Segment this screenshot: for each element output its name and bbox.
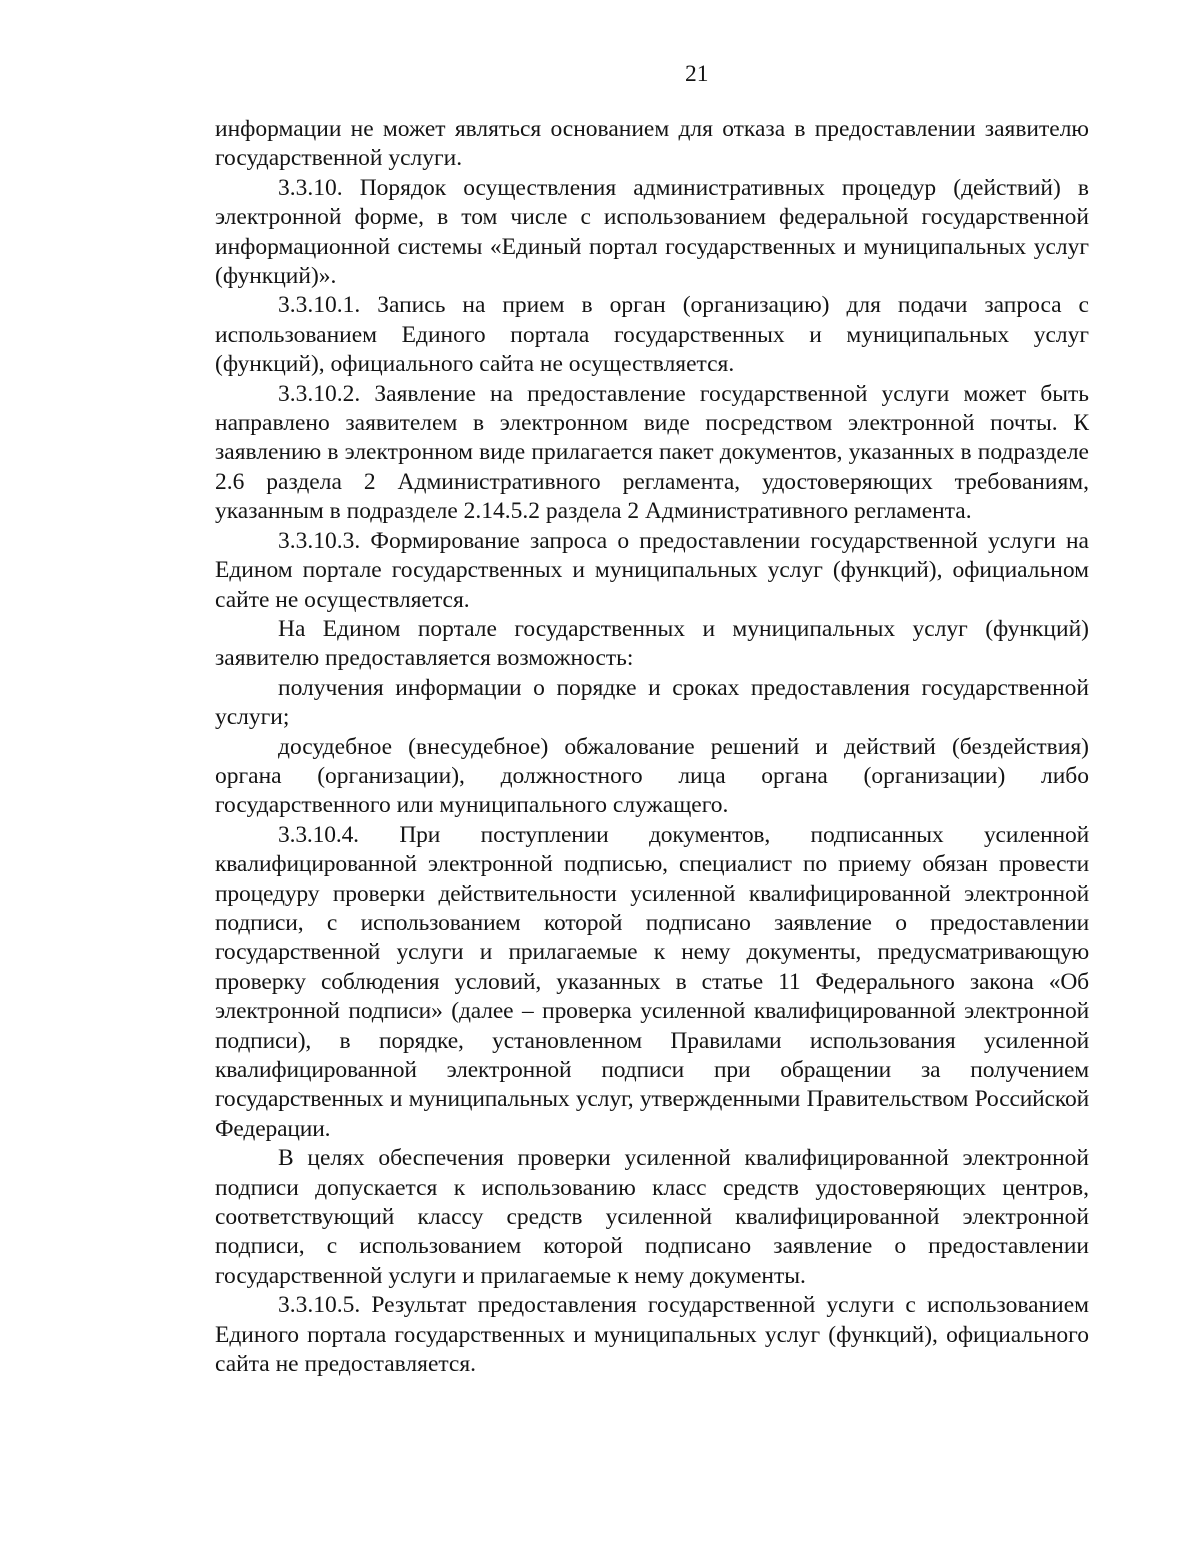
- paragraph: В целях обеспечения проверки усиленной квалифицированной электронной подписи допускается к использованию класс средств удостоверяющих центров, соответствующий классу средств усиленной квалифицированной электронной подписи, с использованием которой подписано заявление о предоставлении государственной услуги и прилагаемые к нему документы.: [215, 1145, 1089, 1289]
- paragraph: получения информации о порядке и сроках предоставления государственной услуги;: [215, 674, 1089, 731]
- document-body: [215, 115, 1089, 1379]
- paragraph: досудебное (внесудебное) обжалование решений и действий (бездействия) органа (организации), должностного лица органа (организации) либо государственного или муниципального служащего.: [215, 733, 1089, 819]
- paragraph: информации не может являться основанием для отказа в предоставлении заявителю государственной услуги.: [215, 116, 1089, 172]
- paragraph: 3.3.10.4. При поступлении документов, подписанных усиленной квалифицированной электронной подписью, специалист по приему обязан провести процедуру проверки действительности усиленной квалифицированной электронной подписи, с использованием которой подписано заявление о предоставлении государственной услуги и прилагаемые к нему документы, предусматривающую проверку соблюдения условий, указанных в статье 11 Федерального закона «Об электронной подписи» (далее – проверка усиленной квалифицированной электронной подписи), в порядке, установленном Правилами использования усиленной квалифицированной электронной подписи при обращении за получением государственных и муниципальных услуг, утвержденными Правительством Российской Федерации.: [215, 821, 1089, 1142]
- paragraph: 3.3.10.1. Запись на прием в орган (организацию) для подачи запроса с использованием Единого портала государственных и муниципальных услуг (функций), официального сайта не осуществляется.: [215, 292, 1089, 378]
- paragraph: На Едином портале государственных и муниципальных услуг (функций) заявителю предоставляется возможность:: [215, 615, 1089, 672]
- paragraph: 3.3.10. Порядок осуществления административных процедур (действий) в электронной форме, в том числе с использованием федеральной государственной информационной системы «Единый портал государственных и муниципальных услуг (функций)».: [215, 174, 1089, 290]
- paragraph: 3.3.10.5. Результат предоставления государственной услуги с использованием Единого портала государственных и муниципальных услуг (функций), официального сайта не предоставляется.: [215, 1292, 1089, 1378]
- page-number: 21: [685, 61, 709, 87]
- paragraph: 3.3.10.3. Формирование запроса о предоставлении государственной услуги на Едином портале государственных и муниципальных услуг (функций), официальном сайте не осуществляется.: [215, 527, 1089, 613]
- paragraph: 3.3.10.2. Заявление на предоставление государственной услуги может быть направлено заявителем в электронном виде посредством электронной почты. К заявлению в электронном виде прилагается пакет документов, указанных в подразделе 2.6 раздела 2 Административного регламента, удостоверяющих требованиям, указанным в подразделе 2.14.5.2 раздела 2 Административного регламента.: [215, 380, 1089, 525]
